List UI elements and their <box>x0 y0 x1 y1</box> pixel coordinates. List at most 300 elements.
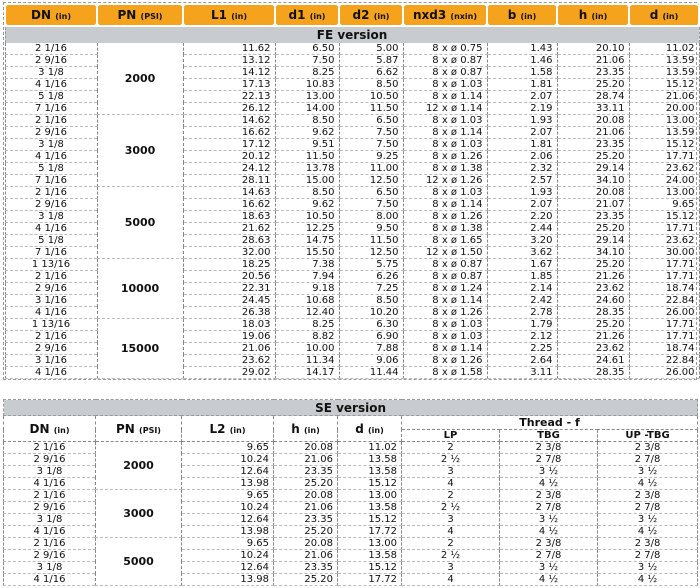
se-value-cell: 2 3/8 <box>598 442 698 454</box>
fe-col-header-label: nxd3 <box>412 8 447 22</box>
fe-value-cell: 8 x ø 0.87 <box>403 67 487 79</box>
fe-value-cell: 28.35 <box>557 307 629 319</box>
fe-value-cell: 8 x ø 1.26 <box>403 355 487 367</box>
fe-value-cell: 11.34 <box>275 355 339 367</box>
fe-value-cell: 15.50 <box>275 247 339 259</box>
fe-col-header <box>183 4 275 26</box>
se-value-cell: 4 <box>402 574 500 586</box>
fe-value-cell: 8 x ø 1.58 <box>403 367 487 379</box>
dn-cell: 3 1/8 <box>5 211 97 223</box>
fe-value-cell: 15.12 <box>629 211 699 223</box>
se-value-cell: 4 <box>402 478 500 490</box>
fe-value-cell: 14.00 <box>275 103 339 115</box>
fe-col-header <box>629 4 699 26</box>
fe-value-cell: 10.50 <box>275 211 339 223</box>
fe-value-cell: 9.62 <box>275 127 339 139</box>
dn-cell: 5 1/8 <box>5 163 97 175</box>
se-value-cell: 2 7/8 <box>500 502 598 514</box>
se-value-cell: 25.20 <box>274 526 338 538</box>
fe-value-cell: 15.12 <box>629 79 699 91</box>
pn-group-cell: 2000 <box>96 442 182 490</box>
fe-value-cell: 8 x ø 1.03 <box>403 115 487 127</box>
pn-group-cell: 3000 <box>96 490 182 538</box>
fe-value-cell: 2.12 <box>487 331 557 343</box>
fe-table-row <box>5 115 699 127</box>
fe-value-cell: 29.02 <box>183 367 275 379</box>
se-value-cell: 9.65 <box>182 490 274 502</box>
fe-value-cell: 12 x ø 1.50 <box>403 247 487 259</box>
fe-value-cell: 8 x ø 1.03 <box>403 331 487 343</box>
fe-value-cell: 7.50 <box>275 55 339 67</box>
fe-value-cell: 2.06 <box>487 151 557 163</box>
se-value-cell: 10.24 <box>182 454 274 466</box>
fe-value-cell: 22.84 <box>629 355 699 367</box>
se-version-title: SE version <box>4 400 698 416</box>
fe-value-cell: 9.50 <box>339 223 403 235</box>
pn-group-cell: 10000 <box>97 259 183 319</box>
se-col-header-label: L2 <box>209 421 226 436</box>
dn-cell: 2 1/16 <box>5 115 97 127</box>
fe-value-cell: 12.50 <box>339 247 403 259</box>
fe-value-cell: 10.50 <box>339 91 403 103</box>
fe-value-cell: 6.62 <box>339 67 403 79</box>
se-value-cell: 13.58 <box>338 466 402 478</box>
dn-cell: 3 1/16 <box>5 355 97 367</box>
fe-value-cell: 17.12 <box>183 139 275 151</box>
fe-value-cell: 17.71 <box>629 271 699 283</box>
fe-value-cell: 20.12 <box>183 151 275 163</box>
fe-value-cell: 1.46 <box>487 55 557 67</box>
se-value-cell: 4 ½ <box>598 574 698 586</box>
fe-value-cell: 9.06 <box>339 355 403 367</box>
thread-col-header: LP <box>402 430 500 442</box>
fe-value-cell: 19.06 <box>183 331 275 343</box>
se-value-cell: 3 <box>402 466 500 478</box>
se-value-cell: 2 ½ <box>402 502 500 514</box>
se-value-cell: 2 <box>402 538 500 550</box>
se-col-header-label: d <box>355 421 364 436</box>
se-value-cell: 2 ½ <box>402 454 500 466</box>
fe-value-cell: 6.30 <box>339 319 403 331</box>
dn-cell: 4 1/16 <box>4 574 96 586</box>
fe-value-cell: 7.50 <box>339 199 403 211</box>
fe-value-cell: 8 x ø 1.03 <box>403 187 487 199</box>
dn-cell: 4 1/16 <box>5 223 97 235</box>
fe-value-cell: 1.93 <box>487 115 557 127</box>
fe-value-cell: 2.07 <box>487 91 557 103</box>
dn-cell: 1 13/16 <box>5 319 97 331</box>
se-table-row <box>4 442 698 454</box>
fe-value-cell: 8.82 <box>275 331 339 343</box>
fe-col-header-label: b <box>507 8 517 22</box>
se-value-cell: 2 <box>402 490 500 502</box>
se-value-cell: 2 3/8 <box>500 442 598 454</box>
fe-value-cell: 1.93 <box>487 187 557 199</box>
se-value-cell: 13.00 <box>338 490 402 502</box>
fe-value-cell: 13.59 <box>629 127 699 139</box>
se-value-cell: 2 7/8 <box>500 550 598 562</box>
fe-value-cell: 8.50 <box>275 115 339 127</box>
fe-value-cell: 17.71 <box>629 331 699 343</box>
fe-value-cell: 22.31 <box>183 283 275 295</box>
fe-value-cell: 8 x ø 1.14 <box>403 127 487 139</box>
fe-value-cell: 7.25 <box>339 283 403 295</box>
fe-table-row <box>5 319 699 331</box>
dn-cell: 2 1/16 <box>4 442 96 454</box>
se-value-cell: 15.12 <box>338 478 402 490</box>
dn-cell: 3 1/8 <box>5 139 97 151</box>
dn-cell: 3 1/8 <box>5 67 97 79</box>
fe-value-cell: 8 x ø 1.38 <box>403 163 487 175</box>
se-value-cell: 13.98 <box>182 574 274 586</box>
fe-value-cell: 25.20 <box>557 223 629 235</box>
fe-value-cell: 20.56 <box>183 271 275 283</box>
fe-value-cell: 12 x ø 1.26 <box>403 175 487 187</box>
se-value-cell: 25.20 <box>274 478 338 490</box>
se-col-header-unit: (in) <box>229 425 246 435</box>
fe-value-cell: 25.20 <box>557 259 629 271</box>
fe-value-cell: 7.94 <box>275 271 339 283</box>
fe-value-cell: 8 x ø 0.87 <box>403 55 487 67</box>
fe-value-cell: 22.13 <box>183 91 275 103</box>
fe-value-cell: 8 x ø 0.75 <box>403 43 487 55</box>
fe-value-cell: 25.20 <box>557 319 629 331</box>
fe-value-cell: 15.00 <box>275 175 339 187</box>
fe-value-cell: 10.68 <box>275 295 339 307</box>
fe-value-cell: 7.50 <box>339 127 403 139</box>
fe-value-cell: 8 x ø 1.38 <box>403 223 487 235</box>
se-value-cell: 23.35 <box>274 466 338 478</box>
se-version-table <box>3 399 698 586</box>
se-value-cell: 9.65 <box>182 442 274 454</box>
se-value-cell: 21.06 <box>274 502 338 514</box>
fe-value-cell: 23.62 <box>629 235 699 247</box>
fe-value-cell: 2.20 <box>487 211 557 223</box>
fe-value-cell: 9.25 <box>339 151 403 163</box>
thread-col-header: UP -TBG <box>598 430 698 442</box>
fe-value-cell: 23.62 <box>183 355 275 367</box>
fe-col-header-unit: (in) <box>231 12 247 21</box>
fe-value-cell: 16.62 <box>183 199 275 211</box>
dn-cell: 3 1/8 <box>4 514 96 526</box>
pn-group-cell: 5000 <box>97 187 183 259</box>
se-header-row <box>4 416 698 430</box>
fe-value-cell: 2.78 <box>487 307 557 319</box>
fe-value-cell: 1.43 <box>487 43 557 55</box>
fe-col-header <box>487 4 557 26</box>
se-col-header-label: h <box>291 421 300 436</box>
fe-value-cell: 17.71 <box>629 223 699 235</box>
fe-value-cell: 18.03 <box>183 319 275 331</box>
fe-value-cell: 6.50 <box>339 115 403 127</box>
fe-table-row <box>5 187 699 199</box>
fe-value-cell: 23.35 <box>557 67 629 79</box>
dn-cell: 1 13/16 <box>5 259 97 271</box>
dn-cell: 7 1/16 <box>5 175 97 187</box>
fe-version-table-container <box>3 2 697 380</box>
fe-value-cell: 10.83 <box>275 79 339 91</box>
fe-value-cell: 21.06 <box>629 91 699 103</box>
fe-value-cell: 9.18 <box>275 283 339 295</box>
fe-value-cell: 13.00 <box>275 91 339 103</box>
fe-value-cell: 2.19 <box>487 103 557 115</box>
fe-value-cell: 26.12 <box>183 103 275 115</box>
fe-value-cell: 24.12 <box>183 163 275 175</box>
se-value-cell: 15.12 <box>338 562 402 574</box>
fe-value-cell: 1.67 <box>487 259 557 271</box>
se-value-cell: 2 7/8 <box>598 502 698 514</box>
dn-cell: 7 1/16 <box>5 247 97 259</box>
fe-value-cell: 8 x ø 1.03 <box>403 319 487 331</box>
fe-value-cell: 9.65 <box>629 199 699 211</box>
se-value-cell: 2 3/8 <box>500 538 598 550</box>
dn-cell: 5 1/8 <box>5 91 97 103</box>
fe-value-cell: 7.38 <box>275 259 339 271</box>
dn-cell: 4 1/16 <box>4 526 96 538</box>
se-value-cell: 3 ½ <box>500 466 598 478</box>
fe-value-cell: 28.63 <box>183 235 275 247</box>
se-value-cell: 21.06 <box>274 550 338 562</box>
se-value-cell: 25.20 <box>274 574 338 586</box>
fe-table-row <box>5 43 699 55</box>
fe-value-cell: 30.00 <box>629 247 699 259</box>
fe-value-cell: 25.20 <box>557 151 629 163</box>
se-col-header-unit: (in) <box>303 425 320 435</box>
thread-col-header: TBG <box>500 430 598 442</box>
fe-col-header-unit: (in) <box>520 12 537 21</box>
se-value-cell: 2 7/8 <box>500 454 598 466</box>
fe-value-cell: 2.44 <box>487 223 557 235</box>
dn-cell: 2 9/16 <box>4 454 96 466</box>
fe-version-title: FE version <box>5 26 699 43</box>
fe-value-cell: 23.35 <box>557 139 629 151</box>
fe-value-cell: 28.11 <box>183 175 275 187</box>
se-value-cell: 13.58 <box>338 550 402 562</box>
fe-value-cell: 26.00 <box>629 367 699 379</box>
dn-cell: 2 1/16 <box>4 490 96 502</box>
fe-value-cell: 17.13 <box>183 79 275 91</box>
fe-value-cell: 14.75 <box>275 235 339 247</box>
fe-col-header-unit: (in) <box>662 12 679 21</box>
fe-value-cell: 15.12 <box>629 139 699 151</box>
se-col-header-unit: (in) <box>53 425 70 435</box>
fe-value-cell: 12.40 <box>275 307 339 319</box>
se-value-cell: 4 ½ <box>598 478 698 490</box>
fe-value-cell: 16.62 <box>183 127 275 139</box>
fe-value-cell: 8 x ø 1.03 <box>403 139 487 151</box>
dn-cell: 4 1/16 <box>5 151 97 163</box>
fe-value-cell: 12 x ø 1.14 <box>403 103 487 115</box>
fe-value-cell: 8 x ø 1.26 <box>403 307 487 319</box>
fe-value-cell: 11.00 <box>339 163 403 175</box>
se-value-cell: 4 ½ <box>500 478 598 490</box>
dn-cell: 3 1/8 <box>4 466 96 478</box>
fe-value-cell: 21.26 <box>557 271 629 283</box>
se-value-cell: 2 3/8 <box>598 538 698 550</box>
se-col-header <box>96 416 182 442</box>
se-table-row <box>4 538 698 550</box>
fe-col-header-unit: (in) <box>309 12 326 21</box>
dn-cell: 2 9/16 <box>5 199 97 211</box>
fe-value-cell: 18.63 <box>183 211 275 223</box>
se-value-cell: 20.08 <box>274 490 338 502</box>
fe-value-cell: 17.71 <box>629 259 699 271</box>
fe-value-cell: 2.32 <box>487 163 557 175</box>
fe-value-cell: 17.71 <box>629 151 699 163</box>
thread-header: Thread - f <box>402 416 698 430</box>
se-value-cell: 20.08 <box>274 538 338 550</box>
fe-col-header-unit: (in) <box>55 12 71 21</box>
dn-cell: 7 1/16 <box>5 103 97 115</box>
fe-value-cell: 21.62 <box>183 223 275 235</box>
se-value-cell: 13.98 <box>182 478 274 490</box>
fe-value-cell: 23.62 <box>557 283 629 295</box>
se-value-cell: 13.98 <box>182 526 274 538</box>
fe-col-header <box>275 4 339 26</box>
fe-value-cell: 9.51 <box>275 139 339 151</box>
fe-value-cell: 7.88 <box>339 343 403 355</box>
fe-value-cell: 8 x ø 0.87 <box>403 259 487 271</box>
fe-value-cell: 28.35 <box>557 367 629 379</box>
fe-value-cell: 10.20 <box>339 307 403 319</box>
fe-value-cell: 22.84 <box>629 295 699 307</box>
fe-value-cell: 33.11 <box>557 103 629 115</box>
fe-value-cell: 20.10 <box>557 43 629 55</box>
se-col-header <box>274 416 338 442</box>
fe-value-cell: 10.00 <box>275 343 339 355</box>
fe-value-cell: 5.00 <box>339 43 403 55</box>
dn-cell: 2 9/16 <box>5 343 97 355</box>
fe-col-header-label: d1 <box>288 8 306 22</box>
fe-value-cell: 8 x ø 1.26 <box>403 151 487 163</box>
fe-value-cell: 8.50 <box>275 187 339 199</box>
fe-value-cell: 1.85 <box>487 271 557 283</box>
fe-value-cell: 8 x ø 1.14 <box>403 295 487 307</box>
fe-value-cell: 13.12 <box>183 55 275 67</box>
fe-value-cell: 8 x ø 1.14 <box>403 91 487 103</box>
fe-col-header <box>339 4 403 26</box>
fe-col-header-label: d2 <box>352 8 370 22</box>
fe-value-cell: 6.50 <box>339 187 403 199</box>
fe-value-cell: 3.11 <box>487 367 557 379</box>
fe-value-cell: 13.00 <box>629 187 699 199</box>
spec-sheet <box>3 2 697 586</box>
se-col-header-unit: (in) <box>368 425 384 435</box>
fe-value-cell: 2.14 <box>487 283 557 295</box>
fe-value-cell: 8.00 <box>339 211 403 223</box>
fe-value-cell: 32.00 <box>183 247 275 259</box>
fe-value-cell: 17.71 <box>629 319 699 331</box>
fe-table-row <box>5 259 699 271</box>
se-value-cell: 3 <box>402 562 500 574</box>
se-value-cell: 23.35 <box>274 514 338 526</box>
fe-title-row <box>5 26 699 43</box>
fe-value-cell: 8.25 <box>275 319 339 331</box>
fe-value-cell: 8 x ø 1.03 <box>403 79 487 91</box>
fe-value-cell: 11.62 <box>183 43 275 55</box>
se-value-cell: 12.64 <box>182 514 274 526</box>
se-value-cell: 3 ½ <box>598 514 698 526</box>
dn-cell: 2 9/16 <box>5 127 97 139</box>
se-value-cell: 2 3/8 <box>598 490 698 502</box>
dn-cell: 5 1/8 <box>5 235 97 247</box>
fe-col-header <box>97 4 183 26</box>
fe-value-cell: 8 x ø 0.87 <box>403 271 487 283</box>
fe-value-cell: 1.58 <box>487 67 557 79</box>
fe-value-cell: 23.62 <box>557 343 629 355</box>
se-value-cell: 13.58 <box>338 502 402 514</box>
fe-value-cell: 24.00 <box>629 175 699 187</box>
se-value-cell: 13.58 <box>338 454 402 466</box>
fe-value-cell: 8 x ø 1.14 <box>403 199 487 211</box>
fe-value-cell: 6.90 <box>339 331 403 343</box>
fe-value-cell: 11.50 <box>339 103 403 115</box>
fe-value-cell: 13.59 <box>629 55 699 67</box>
se-col-header-label: DN <box>29 421 50 436</box>
dn-cell: 3 1/16 <box>5 295 97 307</box>
se-value-cell: 17.72 <box>338 526 402 538</box>
pn-group-cell: 2000 <box>97 43 183 115</box>
se-value-cell: 10.24 <box>182 550 274 562</box>
se-value-cell: 4 ½ <box>500 574 598 586</box>
se-value-cell: 2 3/8 <box>500 490 598 502</box>
fe-value-cell: 9.62 <box>275 199 339 211</box>
se-value-cell: 2 <box>402 442 500 454</box>
fe-value-cell: 11.44 <box>339 367 403 379</box>
se-col-header <box>182 416 274 442</box>
fe-value-cell: 24.45 <box>183 295 275 307</box>
fe-col-header-unit: (nxin) <box>450 12 478 21</box>
fe-value-cell: 14.63 <box>183 187 275 199</box>
se-col-header <box>338 416 402 442</box>
fe-col-header-unit: (in) <box>373 12 390 21</box>
fe-value-cell: 21.06 <box>183 343 275 355</box>
fe-value-cell: 18.74 <box>629 283 699 295</box>
fe-value-cell: 11.50 <box>275 151 339 163</box>
dn-cell: 2 1/16 <box>5 331 97 343</box>
fe-value-cell: 14.62 <box>183 115 275 127</box>
pn-group-cell: 5000 <box>96 538 182 586</box>
se-value-cell: 17.72 <box>338 574 402 586</box>
fe-value-cell: 34.10 <box>557 175 629 187</box>
pn-group-cell: 15000 <box>97 319 183 379</box>
fe-col-header <box>557 4 629 26</box>
fe-header-row <box>5 4 699 26</box>
fe-value-cell: 13.59 <box>629 67 699 79</box>
fe-value-cell: 20.08 <box>557 115 629 127</box>
fe-value-cell: 2.42 <box>487 295 557 307</box>
fe-value-cell: 14.12 <box>183 67 275 79</box>
se-value-cell: 4 <box>402 526 500 538</box>
fe-value-cell: 1.81 <box>487 139 557 151</box>
se-value-cell: 2 ½ <box>402 550 500 562</box>
fe-value-cell: 2.07 <box>487 199 557 211</box>
dn-cell: 2 1/16 <box>5 43 97 55</box>
fe-value-cell: 12.25 <box>275 223 339 235</box>
fe-value-cell: 18.25 <box>183 259 275 271</box>
fe-col-header <box>403 4 487 26</box>
fe-value-cell: 8.50 <box>339 295 403 307</box>
fe-value-cell: 24.61 <box>557 355 629 367</box>
dn-cell: 3 1/8 <box>4 562 96 574</box>
fe-value-cell: 23.62 <box>629 163 699 175</box>
se-value-cell: 21.06 <box>274 454 338 466</box>
dn-cell: 4 1/16 <box>5 79 97 91</box>
se-value-cell: 2 7/8 <box>598 454 698 466</box>
fe-value-cell: 7.50 <box>339 139 403 151</box>
pn-group-cell: 3000 <box>97 115 183 187</box>
fe-value-cell: 24.60 <box>557 295 629 307</box>
